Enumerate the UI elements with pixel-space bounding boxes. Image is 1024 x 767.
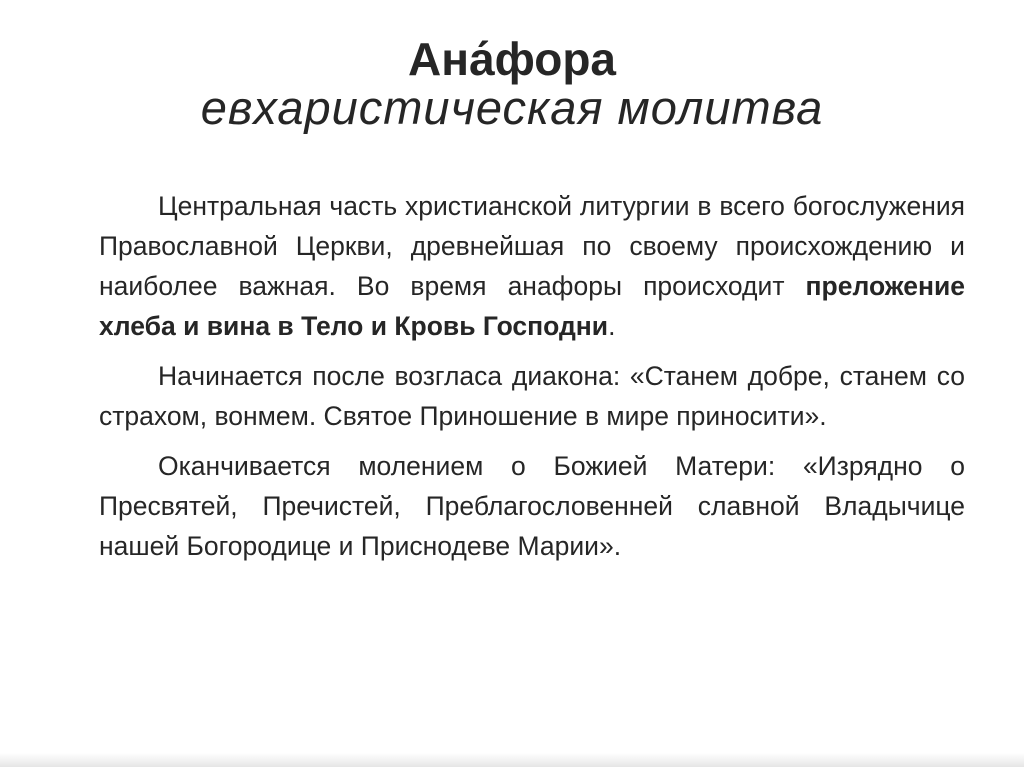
paragraph-beginning: Начинается после возгласа диакона: «Станем добре, станем со страхом, вонмем. Святое Приношение в мире приносити». bbox=[99, 361, 965, 431]
slide-body bbox=[99, 186, 965, 576]
paragraph-definition bbox=[99, 186, 965, 346]
paragraph-ending: Оканчивается молением о Божией Матери: «Изрядно о Пресвятей, Пречистей, Преблагословенней славной Владычице нашей Богородице и Приснодеве Марии». bbox=[99, 451, 965, 561]
paragraph-definition-end: . bbox=[608, 311, 616, 341]
paragraph-definition-emphasis: преложение хлеба и вина в Тело и Кровь Господни bbox=[99, 271, 965, 341]
bottom-edge-shadow bbox=[0, 753, 1024, 767]
slide-title: Ана́фора bbox=[407, 33, 616, 85]
paragraph-definition-text: Центральная часть христианской литургии в всего богослужения Православной Церкви, древнейшая по своему происхождению и наиболее важная. Во время анафоры происходит bbox=[99, 191, 965, 301]
slide-subtitle: евхаристическая молитва bbox=[200, 81, 824, 134]
